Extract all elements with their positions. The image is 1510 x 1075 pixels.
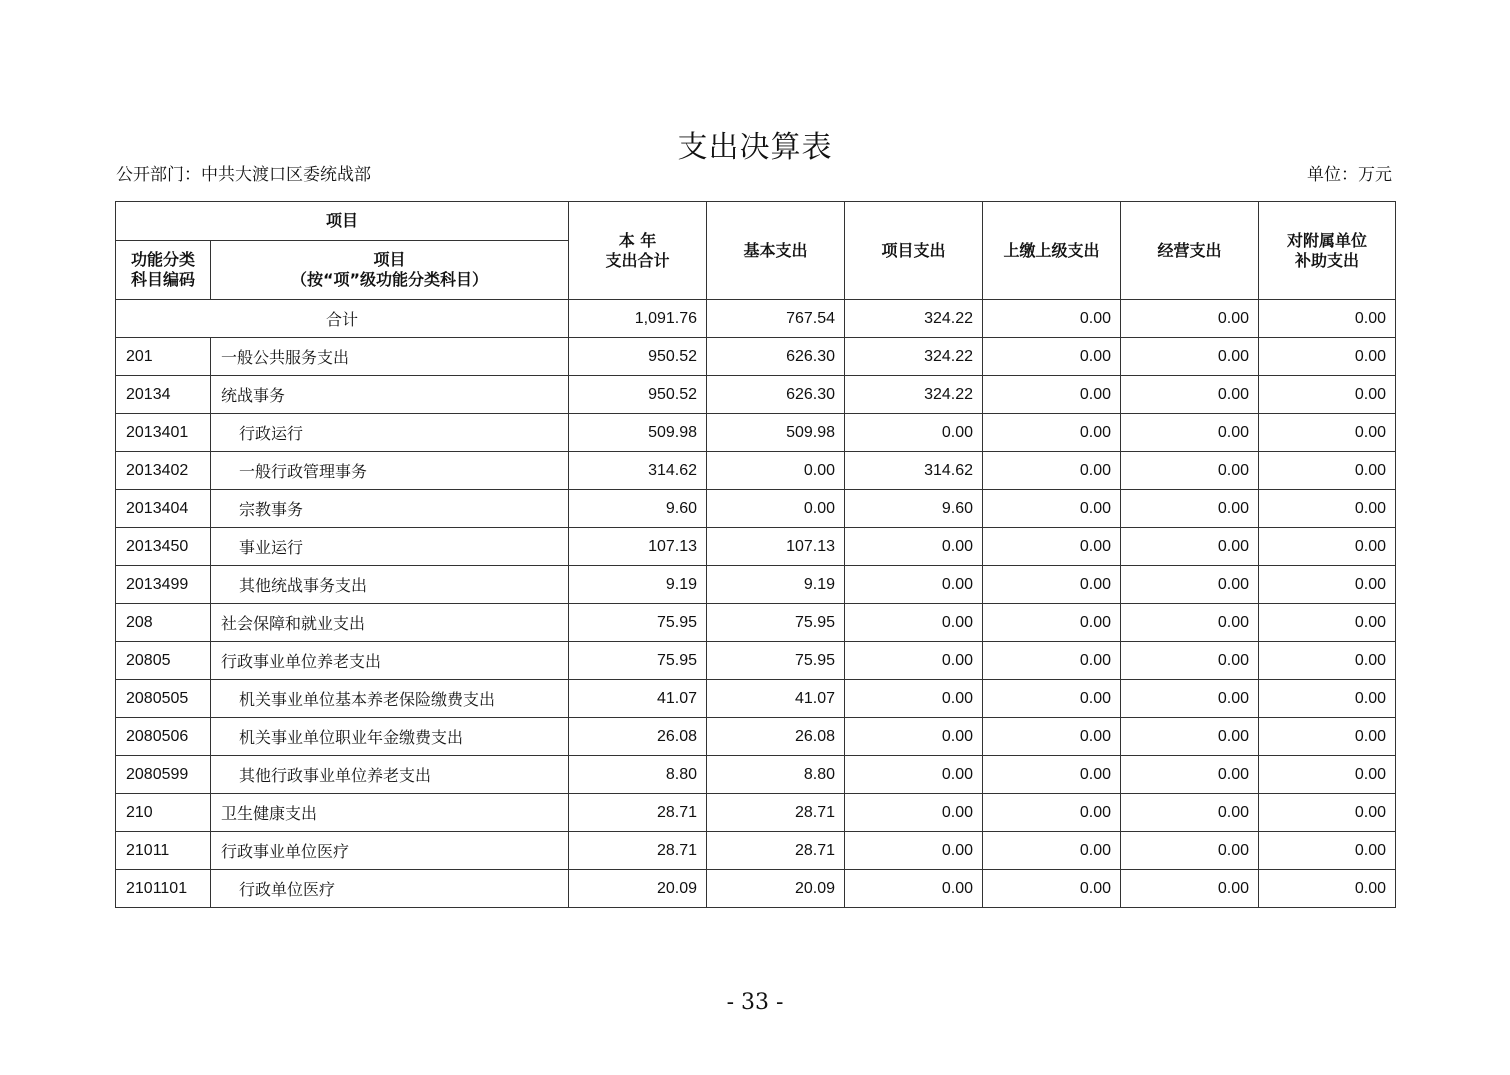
row-value: 0.00 <box>845 680 983 718</box>
table-row <box>116 528 1396 566</box>
row-name: 社会保障和就业支出 <box>211 604 569 642</box>
row-value: 9.19 <box>707 566 845 604</box>
header-project: 项目支出 <box>845 202 983 300</box>
row-code: 20805 <box>116 642 211 680</box>
row-value: 0.00 <box>1121 490 1259 528</box>
row-name: 机关事业单位职业年金缴费支出 <box>211 718 569 756</box>
row-value: 0.00 <box>845 870 983 908</box>
row-value: 9.60 <box>569 490 707 528</box>
row-code: 2013402 <box>116 452 211 490</box>
table-row <box>116 642 1396 680</box>
row-name: 事业运行 <box>211 528 569 566</box>
row-code: 2013499 <box>116 566 211 604</box>
row-value: 0.00 <box>845 794 983 832</box>
row-value: 950.52 <box>569 338 707 376</box>
row-value: 0.00 <box>707 490 845 528</box>
row-value: 0.00 <box>1259 528 1396 566</box>
row-name: 行政单位医疗 <box>211 870 569 908</box>
row-value: 950.52 <box>569 376 707 414</box>
header-subsidiary: 对附属单位 补助支出 <box>1259 202 1396 300</box>
row-value: 324.22 <box>845 338 983 376</box>
row-value: 0.00 <box>1121 870 1259 908</box>
row-value: 41.07 <box>569 680 707 718</box>
table-row <box>116 680 1396 718</box>
row-value: 626.30 <box>707 338 845 376</box>
row-value: 75.95 <box>569 604 707 642</box>
row-value: 0.00 <box>845 642 983 680</box>
table-row <box>116 490 1396 528</box>
row-code: 2080599 <box>116 756 211 794</box>
row-value: 0.00 <box>1121 604 1259 642</box>
row-value: 0.00 <box>1121 338 1259 376</box>
row-value: 0.00 <box>1259 490 1396 528</box>
row-value: 0.00 <box>983 870 1121 908</box>
table-row <box>116 414 1396 452</box>
total-value: 767.54 <box>707 300 845 338</box>
header-code: 功能分类 科目编码 <box>116 241 211 300</box>
row-value: 0.00 <box>1121 680 1259 718</box>
row-value: 324.22 <box>845 376 983 414</box>
row-code: 2013450 <box>116 528 211 566</box>
row-value: 28.71 <box>707 832 845 870</box>
row-value: 0.00 <box>845 756 983 794</box>
row-name: 行政事业单位医疗 <box>211 832 569 870</box>
row-name: 统战事务 <box>211 376 569 414</box>
row-value: 0.00 <box>983 680 1121 718</box>
row-value: 0.00 <box>1259 756 1396 794</box>
row-value: 41.07 <box>707 680 845 718</box>
header-upper: 上缴上级支出 <box>983 202 1121 300</box>
row-value: 0.00 <box>1121 414 1259 452</box>
header-item-group: 项目 <box>116 202 569 241</box>
row-value: 0.00 <box>1121 528 1259 566</box>
row-code: 208 <box>116 604 211 642</box>
row-name: 一般行政管理事务 <box>211 452 569 490</box>
row-value: 0.00 <box>845 832 983 870</box>
row-value: 0.00 <box>707 452 845 490</box>
table-row <box>116 718 1396 756</box>
row-code: 2013401 <box>116 414 211 452</box>
row-value: 0.00 <box>845 566 983 604</box>
row-name: 其他行政事业单位养老支出 <box>211 756 569 794</box>
row-value: 0.00 <box>983 376 1121 414</box>
row-code: 2080505 <box>116 680 211 718</box>
row-value: 0.00 <box>1259 718 1396 756</box>
row-value: 28.71 <box>707 794 845 832</box>
row-value: 0.00 <box>845 604 983 642</box>
row-value: 0.00 <box>1121 376 1259 414</box>
row-value: 0.00 <box>1259 870 1396 908</box>
page-number: - 33 - <box>726 990 784 1015</box>
row-code: 2080506 <box>116 718 211 756</box>
row-value: 0.00 <box>983 794 1121 832</box>
row-value: 20.09 <box>569 870 707 908</box>
row-value: 0.00 <box>1259 376 1396 414</box>
table-row <box>116 338 1396 376</box>
row-value: 107.13 <box>707 528 845 566</box>
table-row <box>116 870 1396 908</box>
row-name: 卫生健康支出 <box>211 794 569 832</box>
row-value: 0.00 <box>1121 642 1259 680</box>
row-value: 75.95 <box>569 642 707 680</box>
row-value: 509.98 <box>569 414 707 452</box>
total-label: 合计 <box>116 300 569 338</box>
row-value: 509.98 <box>707 414 845 452</box>
row-value: 314.62 <box>845 452 983 490</box>
row-value: 0.00 <box>1121 832 1259 870</box>
row-code: 201 <box>116 338 211 376</box>
row-value: 0.00 <box>1121 794 1259 832</box>
row-value: 0.00 <box>1121 718 1259 756</box>
row-value: 0.00 <box>845 718 983 756</box>
row-value: 0.00 <box>1259 452 1396 490</box>
total-row <box>116 300 1396 338</box>
row-value: 0.00 <box>1259 642 1396 680</box>
row-value: 0.00 <box>1259 604 1396 642</box>
total-value: 0.00 <box>1121 300 1259 338</box>
row-value: 107.13 <box>569 528 707 566</box>
row-value: 75.95 <box>707 604 845 642</box>
row-value: 28.71 <box>569 832 707 870</box>
row-value: 0.00 <box>983 832 1121 870</box>
row-value: 0.00 <box>983 642 1121 680</box>
row-value: 0.00 <box>983 566 1121 604</box>
row-value: 0.00 <box>983 414 1121 452</box>
table-row <box>116 794 1396 832</box>
row-code: 2013404 <box>116 490 211 528</box>
row-value: 26.08 <box>707 718 845 756</box>
row-value: 0.00 <box>1259 566 1396 604</box>
table-row <box>116 452 1396 490</box>
row-value: 0.00 <box>1121 452 1259 490</box>
page-title: 支出决算表 <box>677 130 833 165</box>
row-value: 626.30 <box>707 376 845 414</box>
table-row <box>116 756 1396 794</box>
total-value: 324.22 <box>845 300 983 338</box>
row-value: 0.00 <box>983 718 1121 756</box>
row-value: 0.00 <box>1259 832 1396 870</box>
row-value: 0.00 <box>845 528 983 566</box>
header-total: 本 年 支出合计 <box>569 202 707 300</box>
row-name: 其他统战事务支出 <box>211 566 569 604</box>
row-value: 0.00 <box>1259 338 1396 376</box>
row-name: 宗教事务 <box>211 490 569 528</box>
row-code: 210 <box>116 794 211 832</box>
row-name: 一般公共服务支出 <box>211 338 569 376</box>
total-value: 0.00 <box>1259 300 1396 338</box>
row-value: 0.00 <box>1121 756 1259 794</box>
unit-label: 单位：万元 <box>1307 165 1392 185</box>
table-row <box>116 566 1396 604</box>
row-value: 0.00 <box>983 604 1121 642</box>
row-value: 28.71 <box>569 794 707 832</box>
row-value: 0.00 <box>845 414 983 452</box>
table-row <box>116 832 1396 870</box>
row-value: 9.19 <box>569 566 707 604</box>
table-row <box>116 376 1396 414</box>
row-value: 0.00 <box>983 756 1121 794</box>
row-name: 行政事业单位养老支出 <box>211 642 569 680</box>
row-name: 行政运行 <box>211 414 569 452</box>
header-item-name: 项目 （按“项”级功能分类科目） <box>211 241 569 300</box>
row-value: 8.80 <box>569 756 707 794</box>
row-code: 20134 <box>116 376 211 414</box>
row-value: 0.00 <box>1259 794 1396 832</box>
row-code: 2101101 <box>116 870 211 908</box>
row-value: 0.00 <box>983 528 1121 566</box>
row-value: 20.09 <box>707 870 845 908</box>
total-value: 1,091.76 <box>569 300 707 338</box>
row-value: 0.00 <box>1259 680 1396 718</box>
header-business: 经营支出 <box>1121 202 1259 300</box>
row-code: 21011 <box>116 832 211 870</box>
total-value: 0.00 <box>983 300 1121 338</box>
row-value: 0.00 <box>983 338 1121 376</box>
row-value: 0.00 <box>983 452 1121 490</box>
header-basic: 基本支出 <box>707 202 845 300</box>
row-value: 0.00 <box>1121 566 1259 604</box>
row-value: 75.95 <box>707 642 845 680</box>
row-value: 0.00 <box>983 490 1121 528</box>
row-value: 0.00 <box>1259 414 1396 452</box>
table-row <box>116 604 1396 642</box>
row-value: 9.60 <box>845 490 983 528</box>
row-value: 314.62 <box>569 452 707 490</box>
row-value: 8.80 <box>707 756 845 794</box>
row-value: 26.08 <box>569 718 707 756</box>
row-name: 机关事业单位基本养老保险缴费支出 <box>211 680 569 718</box>
expenditure-table <box>115 201 1396 908</box>
department-label: 公开部门：中共大渡口区委统战部 <box>116 165 371 185</box>
